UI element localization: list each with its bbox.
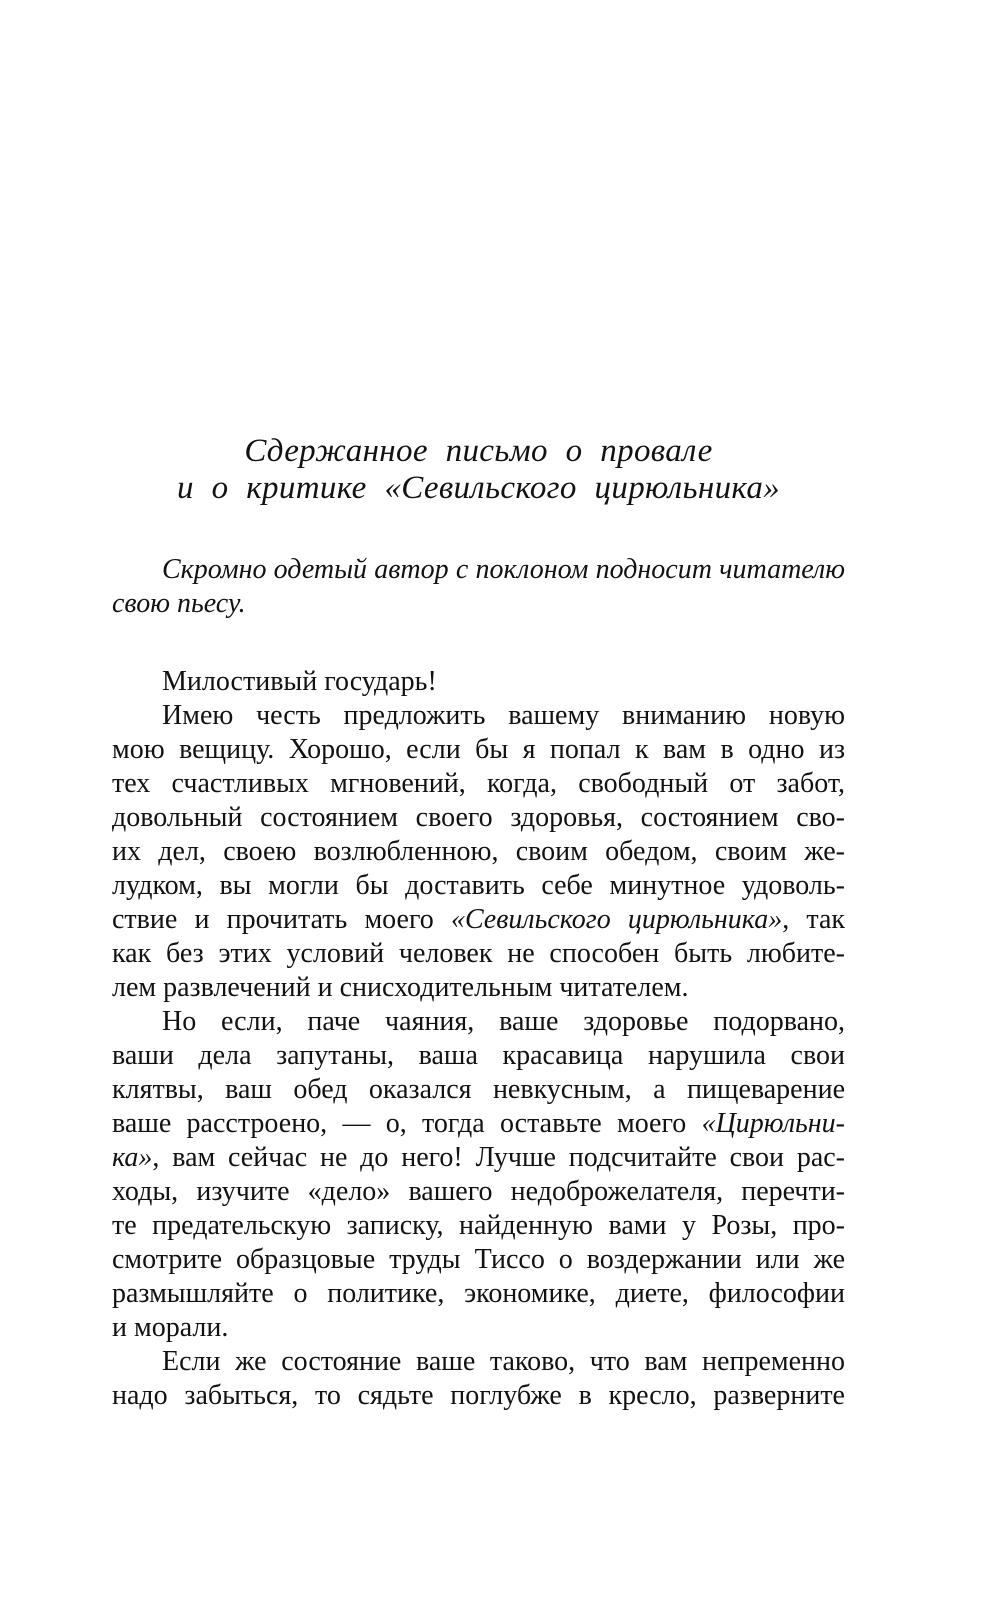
body-paragraphs [112,665,845,1413]
text-line [112,1175,845,1209]
paragraph [112,699,845,1005]
text-line [112,767,845,801]
chapter-title [112,433,845,507]
text-segment: надо забыться, то сядьте поглубже в кресло, разверните [112,1380,845,1411]
text-line [112,835,845,869]
text-segment: свою пьесу. [112,588,246,619]
text-segment: ходы, изучите «дело» вашего недоброжелателя, перечти- [112,1176,845,1207]
italic-text-segment: «Цирюльни- [701,1108,845,1139]
text-line [112,937,845,971]
text-segment: лем развлечений и снисходительным читателем. [112,972,689,1003]
paragraph [112,1005,845,1345]
text-line [112,1107,845,1141]
text-line [112,1073,845,1107]
text-segment: Если же состояние ваше таково, что вам непременно [162,1346,845,1377]
text-line [112,733,845,767]
text-segment: и морали. [112,1312,229,1343]
text-line [112,1141,845,1175]
text-segment: как без этих условий человек не способен быть любите- [112,938,845,969]
text-segment: смотрите образцовые труды Тиссо о воздержании или же [112,1244,845,1275]
text-segment: Милостивый государь! [162,666,437,697]
text-line [112,699,845,733]
text-line [112,971,845,1005]
text-segment: лудком, вы могли бы доставить себе минутное удоволь- [112,870,845,901]
chapter-title-line-1: Сдержанное письмо о провале [244,433,713,469]
text-segment: довольный состоянием своего здоровья, состоянием сво- [112,802,845,833]
text-segment: ствие и прочитать моего [112,904,451,935]
text-line [112,1277,845,1311]
paragraph [112,665,845,699]
text-segment: тех счастливых мгновений, когда, свободный от забот, [112,768,845,799]
paragraph [112,1345,845,1413]
text-segment: ваше расстроено, — о, тогда оставьте моего [112,1108,702,1139]
text-line [112,587,845,621]
text-segment: те предательскую записку, найденную вами у Розы, про- [112,1210,845,1241]
chapter-title-line-2: и о критике «Севильского цирюльника» [176,470,781,506]
text-segment: размышляйте о политике, экономике, диете, философии [112,1278,845,1309]
text-segment: Но если, паче чаяния, ваше здоровье подорвано, [162,1006,845,1037]
text-segment: клятвы, ваш обед оказался невкусным, а пищеварение [112,1074,845,1105]
text-line [112,1345,845,1379]
text-segment: Скромно одетый автор с поклоном подносит читателю [162,554,845,585]
text-segment: Имею честь предложить вашему вниманию новую [162,700,845,731]
text-line [112,1379,845,1413]
epigraph [112,553,845,621]
text-segment: ваши дела запутаны, ваша красавица нарушила свои [112,1040,845,1071]
text-line [112,1243,845,1277]
italic-text-segment: ка» [112,1142,153,1173]
text-line [112,553,845,587]
text-line [112,665,845,699]
text-segment: их дел, своею возлюбленною, своим обедом, своим же- [112,836,845,867]
text-line [112,903,845,937]
text-segment: , так [782,904,846,935]
text-line [112,1039,845,1073]
text-segment: мою вещицу. Хорошо, если бы я попал к вам в одно из [112,734,845,765]
text-block [112,0,845,1413]
text-segment: , вам сейчас не до него! Лучше подсчитайте свои рас- [152,1142,845,1173]
text-line [112,1209,845,1243]
text-line [112,869,845,903]
text-line [112,801,845,835]
text-line [112,1005,845,1039]
italic-text-segment: «Севильского цирюльника» [450,904,783,935]
text-line [112,1311,845,1345]
